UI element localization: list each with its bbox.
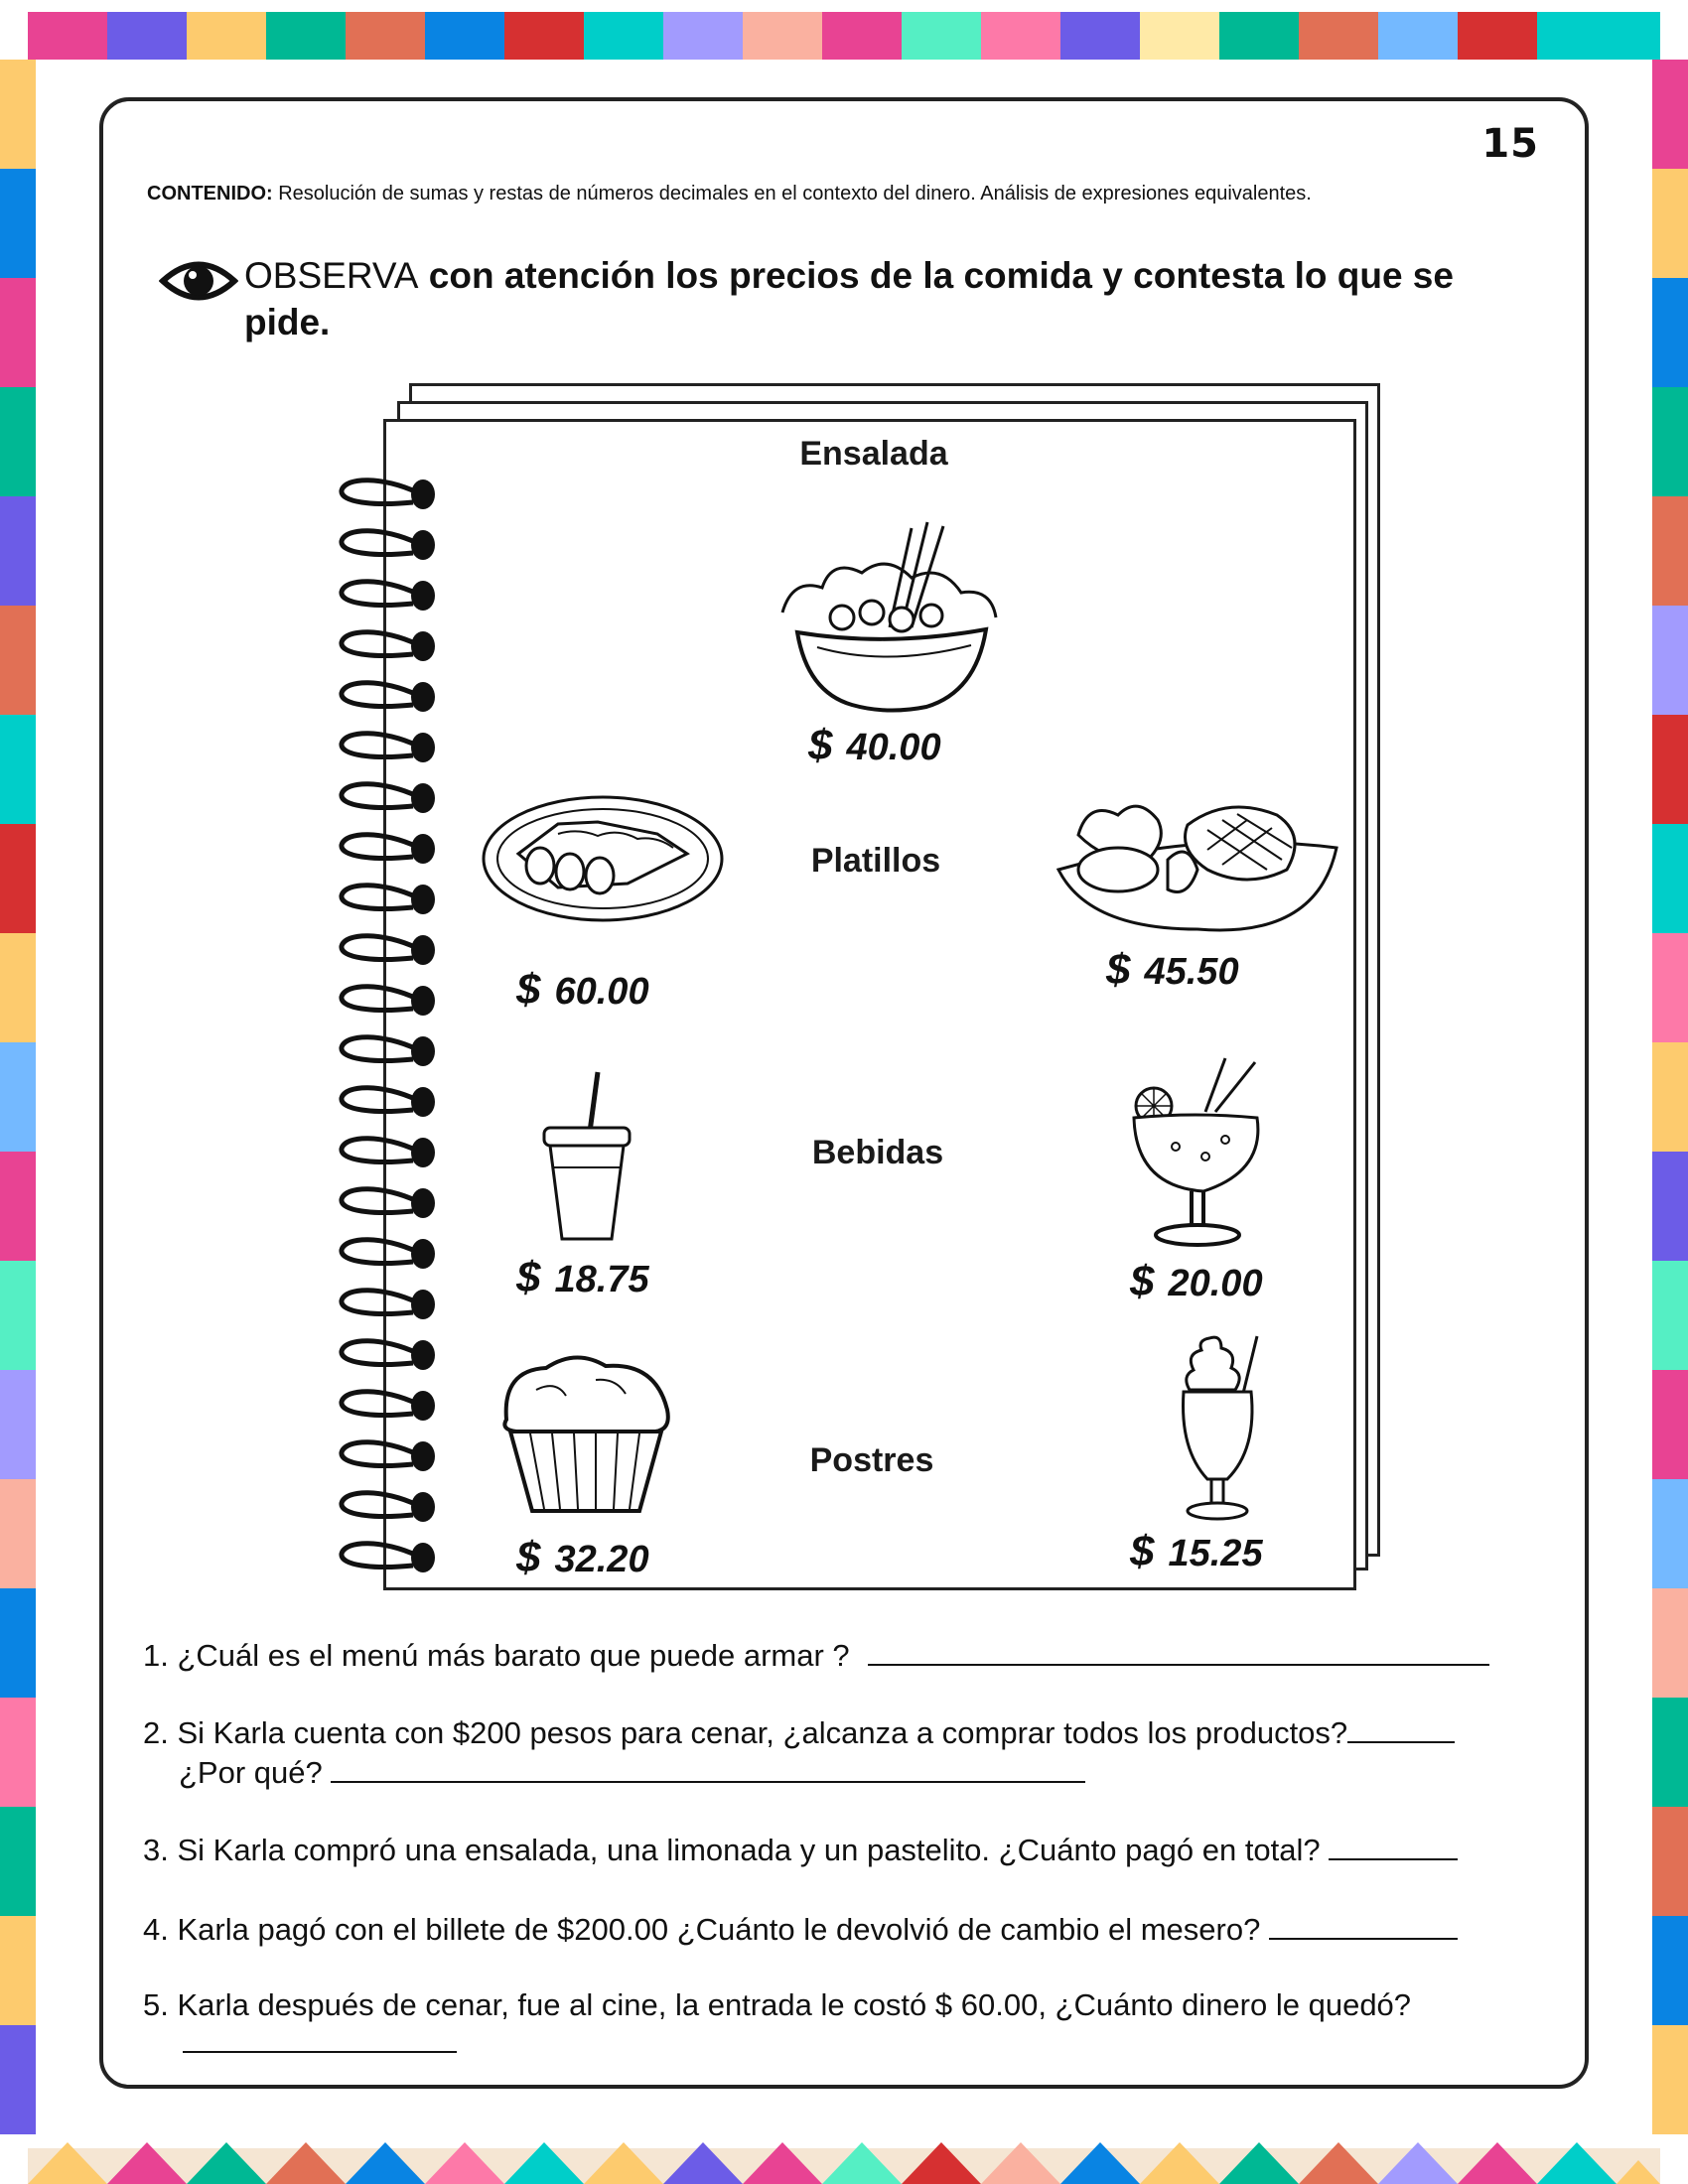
price-cocktail-value: 20.00 bbox=[1168, 1263, 1263, 1304]
currency-sign: $ bbox=[516, 1253, 541, 1301]
price-salad bbox=[808, 721, 941, 770]
price-sundae-value: 15.25 bbox=[1168, 1533, 1263, 1574]
price-sundae bbox=[1130, 1527, 1263, 1576]
enchiladas-icon bbox=[479, 784, 727, 933]
currency-sign: $ bbox=[1130, 1257, 1155, 1305]
content-text: Resolución de sumas y restas de números decimales en el contexto del dinero. Análisis de expresiones equivalentes. bbox=[272, 183, 1312, 205]
question-2b bbox=[179, 1751, 1085, 1791]
instruction-rest: con atención los precios de la comida y contesta lo que se pide. bbox=[244, 255, 1454, 342]
currency-sign: $ bbox=[516, 1533, 541, 1581]
question-4 bbox=[143, 1908, 1458, 1948]
content-description bbox=[147, 183, 1567, 205]
price-cupcake bbox=[516, 1533, 649, 1582]
question-3 bbox=[143, 1829, 1458, 1868]
question-5-answer bbox=[183, 2021, 457, 2061]
currency-sign: $ bbox=[808, 721, 833, 769]
question-1-text: 1. ¿Cuál es el menú más barato que puede armar ? bbox=[143, 1638, 859, 1673]
section-platillos: Platillos bbox=[810, 842, 941, 880]
page-number: 15 bbox=[1481, 121, 1539, 167]
question-3-text: 3. Si Karla compró una ensalada, una limonada y un pastelito. ¿Cuánto pagó en total? bbox=[143, 1833, 1330, 1867]
question-1 bbox=[143, 1634, 1489, 1674]
answer-3-line[interactable] bbox=[1329, 1829, 1458, 1860]
pencil-border-top bbox=[28, 12, 1660, 60]
pencil-border-bottom bbox=[28, 2134, 1660, 2184]
question-4-text: 4. Karla pagó con el billete de $200.00 ¿Cuánto le devolvió de cambio el mesero? bbox=[143, 1912, 1269, 1947]
soda-cup-icon bbox=[536, 1068, 645, 1247]
price-enchiladas-value: 60.00 bbox=[554, 971, 649, 1013]
spiral-binding bbox=[334, 471, 443, 1582]
question-2-text: 2. Si Karla cuenta con $200 pesos para cenar, ¿alcanza a comprar todos los productos? bbox=[143, 1715, 1348, 1750]
pencil-border-right bbox=[1652, 60, 1688, 2134]
currency-sign: $ bbox=[1130, 1527, 1155, 1575]
price-soda-value: 18.75 bbox=[554, 1259, 649, 1300]
ice-cream-sundae-icon bbox=[1172, 1330, 1271, 1529]
content-label: CONTENIDO: bbox=[147, 183, 273, 205]
question-5 bbox=[143, 1987, 1411, 2023]
currency-sign: $ bbox=[1106, 945, 1131, 994]
section-ensalada: Ensalada bbox=[799, 435, 948, 473]
section-bebidas: Bebidas bbox=[811, 1134, 944, 1171]
price-cocktail bbox=[1130, 1257, 1263, 1306]
question-2 bbox=[143, 1711, 1455, 1751]
answer-1-line[interactable] bbox=[868, 1634, 1489, 1666]
pencil-border-left bbox=[0, 60, 36, 2134]
price-enchiladas bbox=[516, 965, 649, 1015]
currency-sign: $ bbox=[516, 965, 541, 1014]
answer-5-line[interactable] bbox=[183, 2021, 457, 2053]
cupcake-icon bbox=[496, 1350, 675, 1519]
section-postres: Postres bbox=[809, 1441, 934, 1479]
price-cupcake-value: 32.20 bbox=[554, 1539, 649, 1580]
price-grilled-plate-value: 45.50 bbox=[1144, 951, 1239, 993]
salad-bowl-icon bbox=[763, 518, 1011, 727]
instruction-verb: OBSERVA bbox=[244, 255, 419, 296]
price-grilled-plate bbox=[1106, 945, 1239, 995]
grilled-plate-icon bbox=[1049, 790, 1346, 939]
answer-2b-line[interactable] bbox=[331, 1751, 1085, 1783]
question-5-text: 5. Karla después de cenar, fue al cine, la entrada le costó $ 60.00, ¿Cuánto dinero le quedó? bbox=[143, 1987, 1412, 2022]
question-2b-text: ¿Por qué? bbox=[179, 1755, 332, 1790]
eye-icon bbox=[159, 254, 238, 308]
price-salad-value: 40.00 bbox=[846, 727, 941, 768]
lemonade-cocktail-icon bbox=[1116, 1052, 1275, 1251]
price-soda bbox=[516, 1253, 649, 1302]
instruction-text bbox=[244, 252, 1535, 345]
answer-4-line[interactable] bbox=[1269, 1908, 1458, 1940]
answer-2a-line[interactable] bbox=[1347, 1711, 1455, 1743]
